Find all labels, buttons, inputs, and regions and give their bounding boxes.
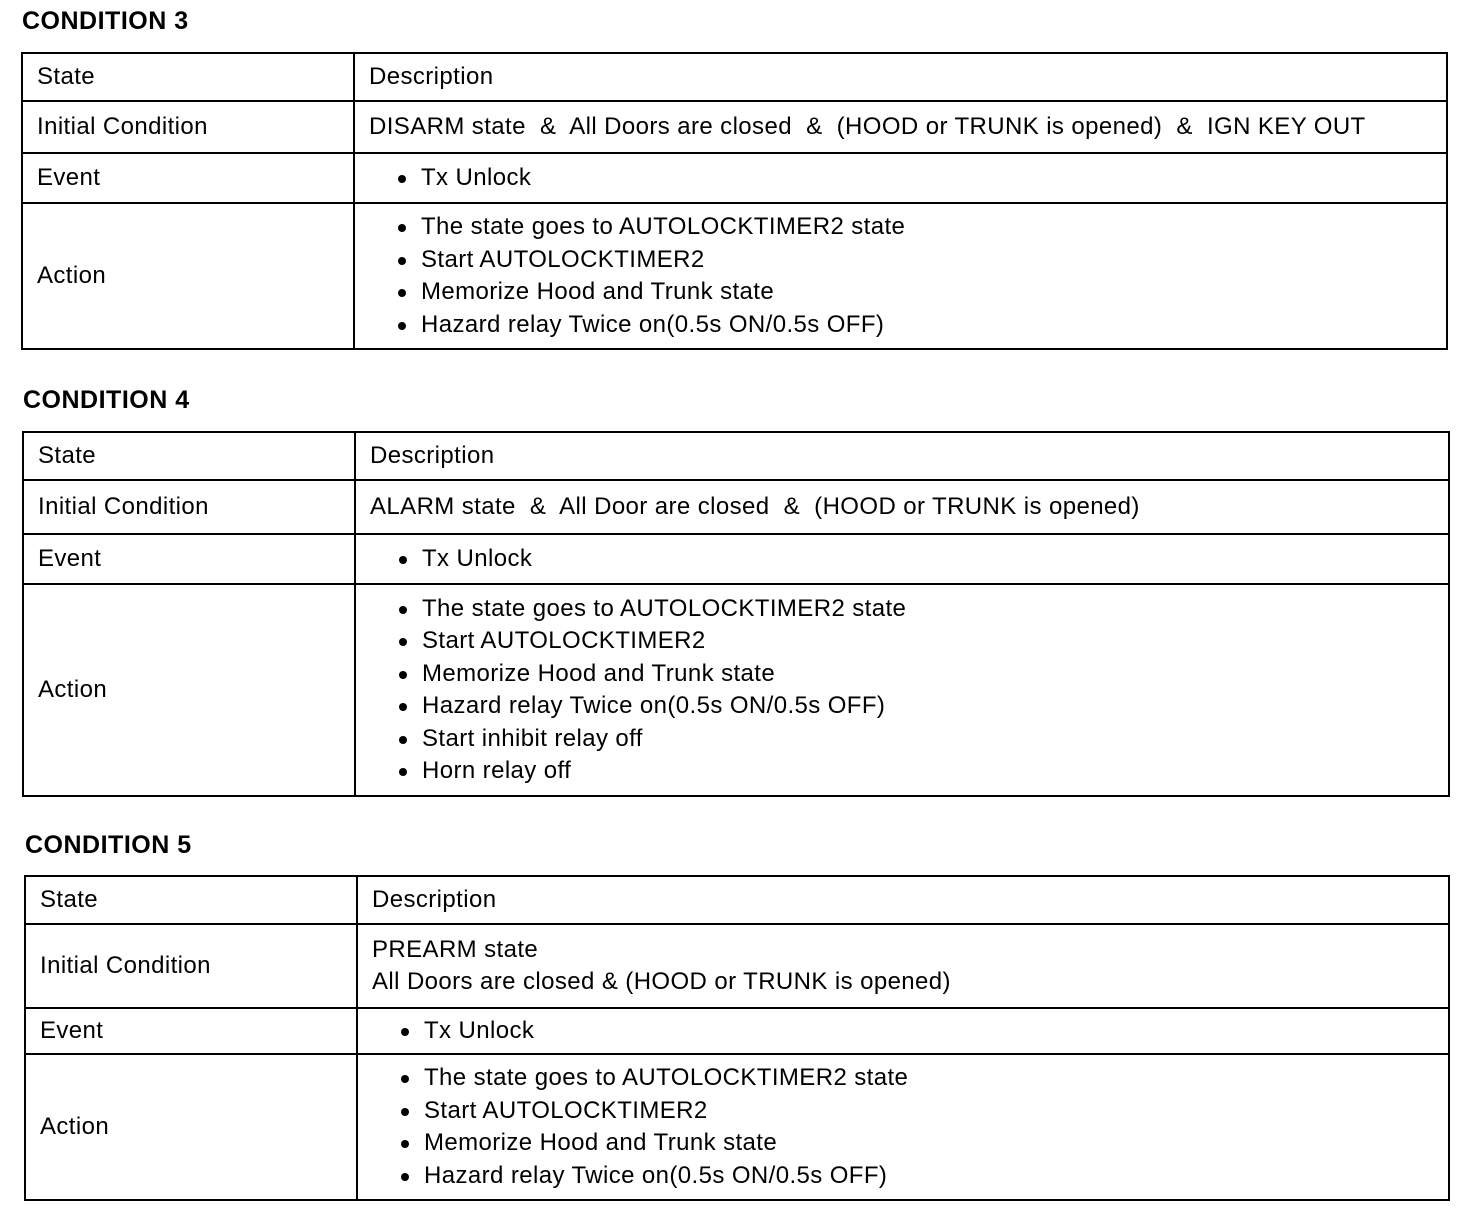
list-item: Tx Unlock bbox=[424, 1015, 1448, 1048]
event-list bbox=[370, 543, 1448, 576]
initial-condition-value bbox=[357, 924, 1449, 1008]
list-item: Tx Unlock bbox=[421, 162, 1446, 195]
initial-condition-row bbox=[23, 480, 1449, 534]
condition-5-table bbox=[24, 875, 1450, 1201]
condition-5-title: CONDITION 5 bbox=[25, 831, 192, 859]
event-label: Event bbox=[23, 534, 355, 584]
list-item: Start AUTOLOCKTIMER2 bbox=[424, 1095, 1448, 1128]
condition-3-table bbox=[21, 52, 1448, 350]
event-value bbox=[354, 153, 1447, 203]
action-value bbox=[354, 203, 1447, 349]
initial-condition-label: Initial Condition bbox=[23, 480, 355, 534]
action-list bbox=[369, 211, 1446, 341]
initial-condition-value bbox=[354, 101, 1447, 153]
action-label: Action bbox=[25, 1054, 357, 1200]
list-item: Hazard relay Twice on(0.5s ON/0.5s OFF) bbox=[421, 309, 1446, 342]
table-header-row bbox=[23, 432, 1449, 480]
initial-condition-line: ALARM state & All Door are closed & (HOOD or TRUNK is opened) bbox=[370, 493, 1140, 520]
list-item: Start AUTOLOCKTIMER2 bbox=[421, 244, 1446, 277]
initial-condition-line: PREARM state bbox=[372, 936, 539, 963]
initial-condition-label: Initial Condition bbox=[22, 101, 354, 153]
event-list bbox=[372, 1015, 1448, 1048]
action-label: Action bbox=[22, 203, 354, 349]
action-value bbox=[357, 1054, 1449, 1200]
list-item: The state goes to AUTOLOCKTIMER2 state bbox=[422, 593, 1448, 626]
list-item: Start AUTOLOCKTIMER2 bbox=[422, 625, 1448, 658]
list-item: Start inhibit relay off bbox=[422, 723, 1448, 756]
list-item: Hazard relay Twice on(0.5s ON/0.5s OFF) bbox=[424, 1160, 1448, 1193]
initial-condition-label: Initial Condition bbox=[25, 924, 357, 1008]
initial-condition-line: All Doors are closed & (HOOD or TRUNK is opened) bbox=[372, 968, 951, 995]
initial-condition-line: DISARM state & All Doors are closed & (HOOD or TRUNK is opened) & IGN KEY OUT bbox=[369, 113, 1366, 140]
condition-3-title: CONDITION 3 bbox=[22, 7, 189, 35]
list-item: Horn relay off bbox=[422, 755, 1448, 788]
list-item: The state goes to AUTOLOCKTIMER2 state bbox=[424, 1062, 1448, 1095]
list-item: Memorize Hood and Trunk state bbox=[421, 276, 1446, 309]
event-label: Event bbox=[25, 1008, 357, 1054]
action-value bbox=[355, 584, 1449, 796]
table-header-row bbox=[22, 53, 1447, 101]
header-description: Description bbox=[354, 53, 1447, 101]
header-state: State bbox=[22, 53, 354, 101]
event-row bbox=[23, 534, 1449, 584]
header-description: Description bbox=[357, 876, 1449, 924]
table-header-row bbox=[25, 876, 1449, 924]
action-list bbox=[372, 1062, 1448, 1192]
condition-4-table bbox=[22, 431, 1450, 797]
condition-4-title: CONDITION 4 bbox=[23, 386, 190, 414]
header-description: Description bbox=[355, 432, 1449, 480]
header-state: State bbox=[23, 432, 355, 480]
event-row bbox=[25, 1008, 1449, 1054]
list-item: Memorize Hood and Trunk state bbox=[422, 658, 1448, 691]
header-state: State bbox=[25, 876, 357, 924]
list-item: Hazard relay Twice on(0.5s ON/0.5s OFF) bbox=[422, 690, 1448, 723]
event-value bbox=[355, 534, 1449, 584]
event-value bbox=[357, 1008, 1449, 1054]
event-row bbox=[22, 153, 1447, 203]
list-item: Tx Unlock bbox=[422, 543, 1448, 576]
event-label: Event bbox=[22, 153, 354, 203]
initial-condition-row bbox=[22, 101, 1447, 153]
action-row bbox=[25, 1054, 1449, 1200]
list-item: The state goes to AUTOLOCKTIMER2 state bbox=[421, 211, 1446, 244]
initial-condition-value bbox=[355, 480, 1449, 534]
list-item: Memorize Hood and Trunk state bbox=[424, 1127, 1448, 1160]
initial-condition-row bbox=[25, 924, 1449, 1008]
action-list bbox=[370, 593, 1448, 788]
action-row bbox=[22, 203, 1447, 349]
event-list bbox=[369, 162, 1446, 195]
action-label: Action bbox=[23, 584, 355, 796]
action-row bbox=[23, 584, 1449, 796]
